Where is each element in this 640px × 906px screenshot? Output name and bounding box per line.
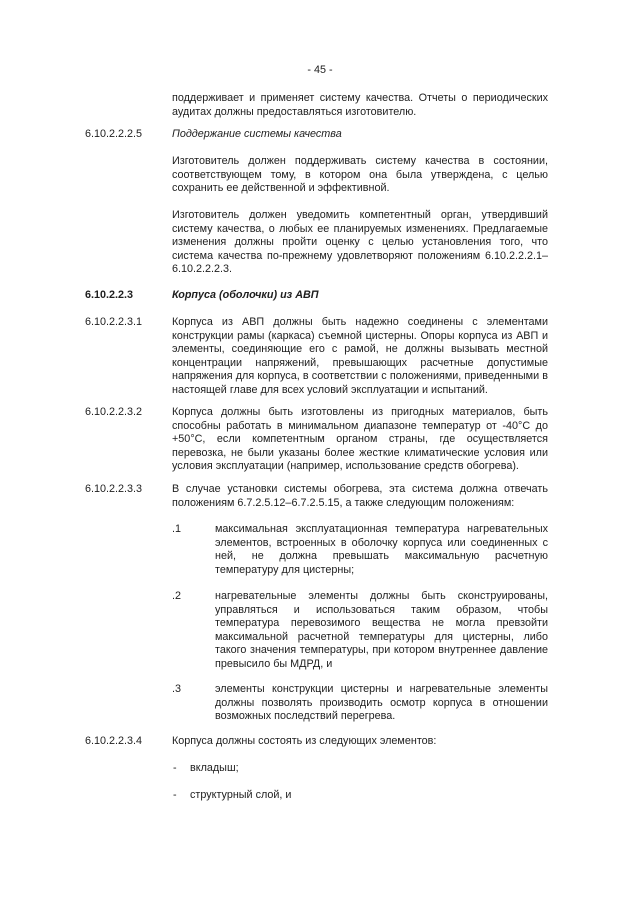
section-number-6-10-2-2-3: 6.10.2.2.3 bbox=[85, 289, 134, 301]
paragraph-6-10-2-2-3-3: В случае установки системы обогрева, эта система должна отвечать положениям 6.7.2.5.12–6.7.2.5.15, а также следующим положениям: bbox=[172, 483, 548, 509]
paragraph-6-10-2-2-3-1: Корпуса из АВП должны быть надежно соединены с элементами конструкции рамы (каркаса) съемной цистерны. Опоры корпуса из АВП и элементы, соединяющие его с рамой, не должны вызывать местной концентрации напряжений, превышающих расчетные допустимые напряжения для корпуса, в соответствии с положениями, приведенными в настоящей главе для всех условий эксплуатации и испытаний. bbox=[172, 316, 548, 396]
list-item-label-1: .1 bbox=[172, 523, 182, 535]
paragraph-quality-maintenance-1: Изготовитель должен поддерживать систему качества в состоянии, соответствующем тому, в котором она была утверждена, с целью сохранить ее действенной и эффективной. bbox=[172, 155, 548, 195]
section-title-quality-maintenance: Поддержание системы качества bbox=[172, 128, 342, 140]
intro-paragraph: поддерживает и применяет систему качества. Отчеты о периодических аудитах должны предоставляться изготовителю. bbox=[172, 92, 548, 118]
list-item-text-3: элементы конструкции цистерны и нагревательные элементы должны позволять производить осмотр корпуса в отношении возможных последствий перегрева. bbox=[215, 683, 548, 723]
section-number-6-10-2-2-3-2: 6.10.2.2.3.2 bbox=[85, 406, 143, 418]
section-number-6-10-2-2-3-4: 6.10.2.2.3.4 bbox=[85, 735, 143, 747]
dash-bullet-1: - bbox=[173, 762, 177, 774]
paragraph-6-10-2-2-3-4: Корпуса должны состоять из следующих элементов: bbox=[172, 735, 437, 747]
section-number-6-10-2-2-2-5: 6.10.2.2.2.5 bbox=[85, 128, 143, 140]
section-title-frp-shells: Корпуса (оболочки) из АВП bbox=[172, 289, 319, 301]
list-item-text-1: максимальная эксплуатационная температура нагревательных элементов, встроенных в оболочку корпуса или соединенных с ней, не должна превышать максимальную расчетную температуру для цистерны; bbox=[215, 523, 548, 576]
page-number: - 45 - bbox=[307, 64, 333, 76]
dash-bullet-2: - bbox=[173, 789, 177, 801]
section-number-6-10-2-2-3-3: 6.10.2.2.3.3 bbox=[85, 483, 143, 495]
paragraph-6-10-2-2-3-2: Корпуса должны быть изготовлены из пригодных материалов, быть способны работать в минимальном диапазоне температур от -40°C до +50°C, если компетентным органом страны, где осуществляется перевозка, не были указаны более жесткие климатические условия или условия эксплуатации (например, использование средств обогрева). bbox=[172, 406, 548, 473]
section-number-6-10-2-2-3-1: 6.10.2.2.3.1 bbox=[85, 316, 143, 328]
list-item-label-2: .2 bbox=[172, 590, 182, 602]
dash-item-liner: вкладыш; bbox=[190, 762, 239, 774]
paragraph-quality-maintenance-2: Изготовитель должен уведомить компетентный орган, утвердивший систему качества, о любых ее планируемых изменениях. Предлагаемые изменения должны пройти оценку с целью установления того, что система качества по-прежнему удовлетворяют положениям 6.10.2.2.2.1–6.10.2.2.2.3. bbox=[172, 209, 548, 276]
list-item-text-2: нагревательные элементы должны быть сконструированы, управляться и использоваться таким образом, чтобы температура перевозимого вещества не могла превзойти максимальной расчетной температуры для цистерны, либо такого значения температуры, при котором внутреннее давление превысило бы МДРД, и bbox=[215, 590, 548, 670]
dash-item-structural-layer: структурный слой, и bbox=[190, 789, 292, 801]
list-item-label-3: .3 bbox=[172, 683, 182, 695]
